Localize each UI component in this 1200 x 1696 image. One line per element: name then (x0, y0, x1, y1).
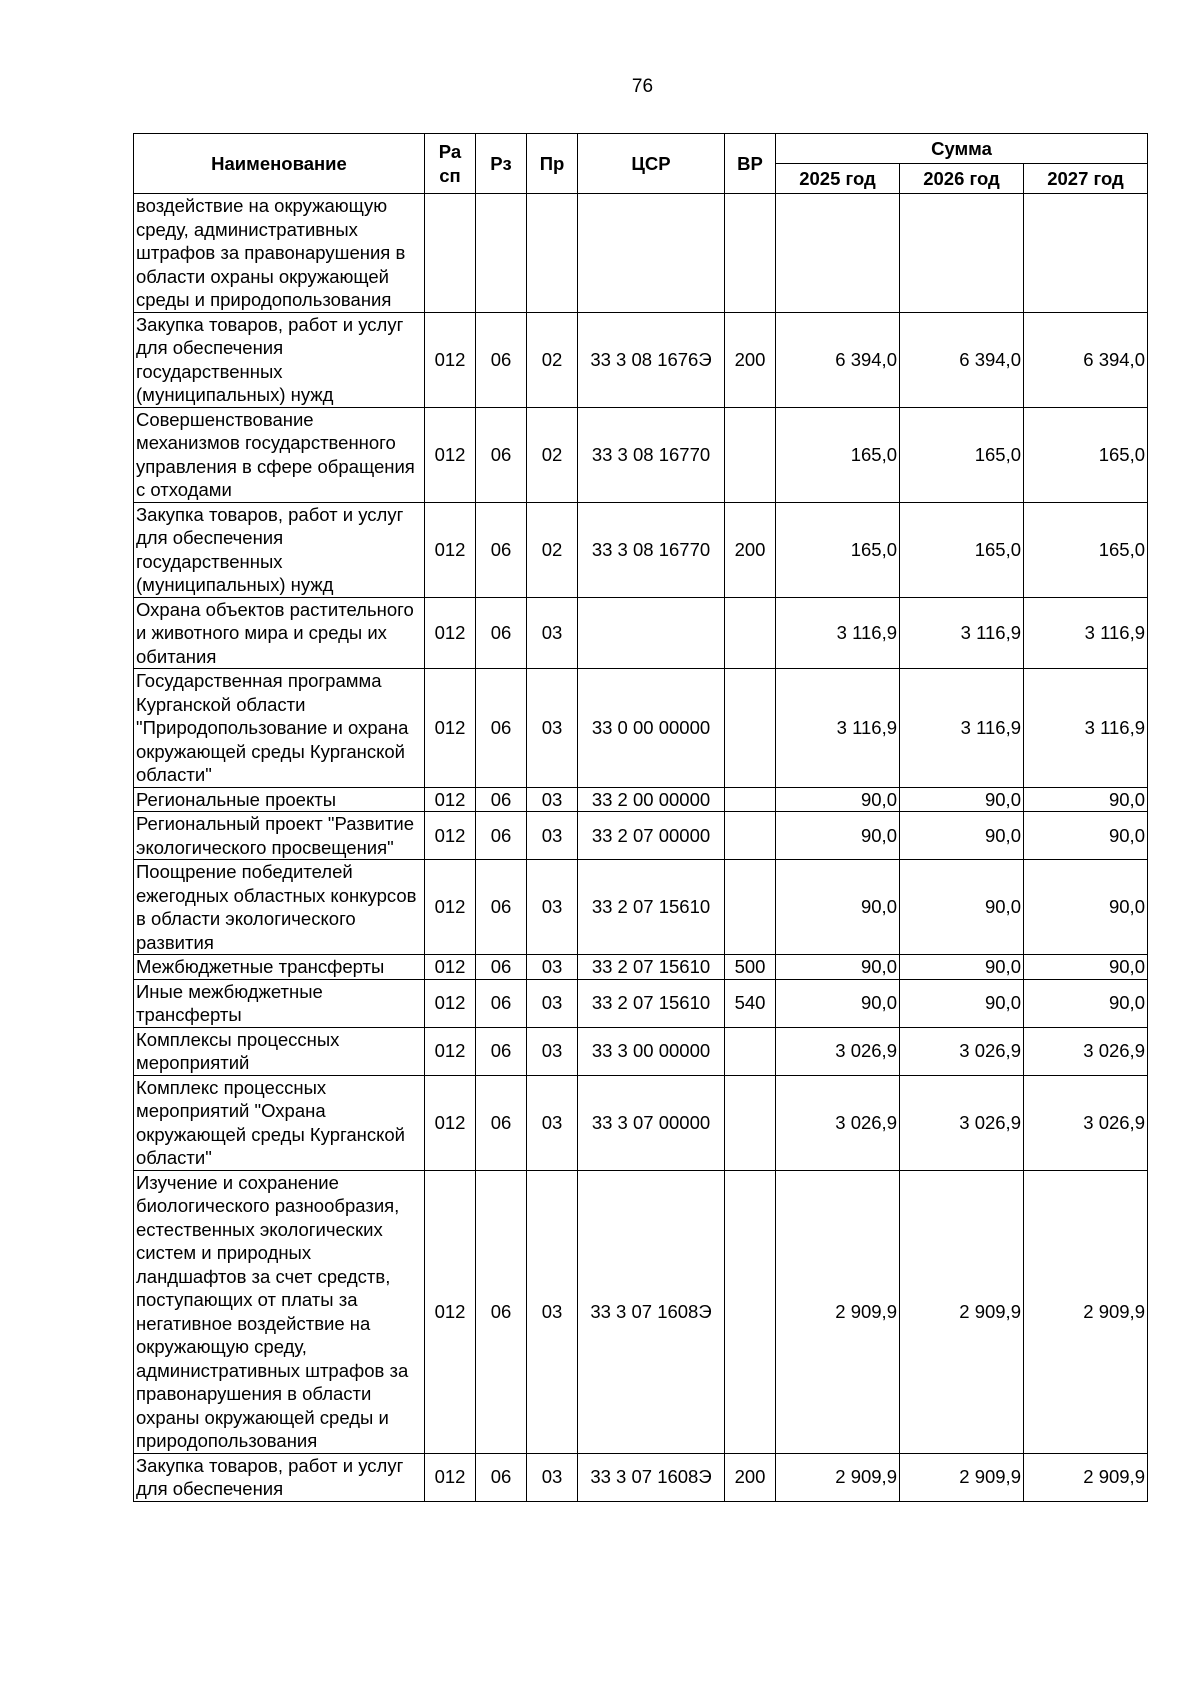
row-sum-2025: 165,0 (776, 502, 900, 597)
table-row (134, 407, 1148, 502)
row-pr: 03 (527, 979, 578, 1027)
budget-table (133, 133, 1148, 1502)
row-sum-2027: 3 026,9 (1024, 1027, 1148, 1075)
row-rz: 06 (476, 1075, 527, 1170)
row-csr: 33 2 07 15610 (578, 979, 725, 1027)
row-pr: 02 (527, 502, 578, 597)
row-rz: 06 (476, 979, 527, 1027)
row-rz: 06 (476, 407, 527, 502)
row-rasp: 012 (425, 955, 476, 980)
table-row (134, 194, 1148, 313)
row-sum-2025: 2 909,9 (776, 1170, 900, 1453)
row-rz: 06 (476, 312, 527, 407)
row-sum-2027: 6 394,0 (1024, 312, 1148, 407)
row-rasp: 012 (425, 1170, 476, 1453)
table-row (134, 1170, 1148, 1453)
row-pr: 02 (527, 407, 578, 502)
row-vr (725, 1075, 776, 1170)
row-sum-2025 (776, 194, 900, 313)
row-sum-2026: 90,0 (900, 955, 1024, 980)
row-sum-2027 (1024, 194, 1148, 313)
row-rasp (425, 194, 476, 313)
row-vr: 200 (725, 502, 776, 597)
row-sum-2026: 90,0 (900, 787, 1024, 812)
row-rasp: 012 (425, 1027, 476, 1075)
row-name: Поощрение победителей ежегодных областных конкурсов в области экологического развития (134, 860, 425, 955)
row-sum-2026 (900, 194, 1024, 313)
row-sum-2026: 90,0 (900, 979, 1024, 1027)
row-rasp: 012 (425, 860, 476, 955)
row-rasp: 012 (425, 312, 476, 407)
row-sum-2026: 3 026,9 (900, 1027, 1024, 1075)
row-csr: 33 3 07 00000 (578, 1075, 725, 1170)
row-sum-2027: 3 026,9 (1024, 1075, 1148, 1170)
row-sum-2026: 3 116,9 (900, 669, 1024, 788)
row-sum-2025: 3 026,9 (776, 1027, 900, 1075)
row-sum-2027: 3 116,9 (1024, 597, 1148, 669)
row-sum-2026: 165,0 (900, 502, 1024, 597)
row-name: Закупка товаров, работ и услуг для обеспечения государственных (муниципальных) нужд (134, 502, 425, 597)
header-pr: Пр (527, 134, 578, 194)
table-row (134, 1453, 1148, 1501)
row-sum-2025: 90,0 (776, 979, 900, 1027)
row-pr: 03 (527, 1027, 578, 1075)
row-name: Закупка товаров, работ и услуг для обеспечения государственных (муниципальных) нужд (134, 312, 425, 407)
row-pr: 03 (527, 1453, 578, 1501)
row-pr: 03 (527, 787, 578, 812)
row-vr (725, 407, 776, 502)
row-sum-2025: 6 394,0 (776, 312, 900, 407)
row-vr (725, 860, 776, 955)
row-name: Совершенствование механизмов государственного управления в сфере обращения с отходами (134, 407, 425, 502)
row-rasp: 012 (425, 669, 476, 788)
header-year-2025: 2025 год (776, 164, 900, 194)
row-pr: 02 (527, 312, 578, 407)
table-row (134, 979, 1148, 1027)
row-sum-2026: 165,0 (900, 407, 1024, 502)
row-pr: 03 (527, 955, 578, 980)
row-rz: 06 (476, 1170, 527, 1453)
row-rasp: 012 (425, 787, 476, 812)
row-csr: 33 0 00 00000 (578, 669, 725, 788)
row-vr (725, 812, 776, 860)
row-sum-2027: 165,0 (1024, 407, 1148, 502)
row-vr: 200 (725, 312, 776, 407)
row-rz: 06 (476, 787, 527, 812)
table-row (134, 1075, 1148, 1170)
table-row (134, 812, 1148, 860)
row-sum-2025: 90,0 (776, 955, 900, 980)
row-sum-2027: 2 909,9 (1024, 1170, 1148, 1453)
row-pr: 03 (527, 812, 578, 860)
header-vr: ВР (725, 134, 776, 194)
header-name: Наименование (134, 134, 425, 194)
row-csr: 33 3 00 00000 (578, 1027, 725, 1075)
row-name: Иные межбюджетные трансферты (134, 979, 425, 1027)
row-pr (527, 194, 578, 313)
row-rz: 06 (476, 1453, 527, 1501)
row-rasp: 012 (425, 1075, 476, 1170)
row-rz (476, 194, 527, 313)
row-name: Охрана объектов растительного и животного мира и среды их обитания (134, 597, 425, 669)
table-row (134, 955, 1148, 980)
row-name: Комплекс процессных мероприятий "Охрана окружающей среды Курганской области" (134, 1075, 425, 1170)
row-pr: 03 (527, 1075, 578, 1170)
row-sum-2026: 2 909,9 (900, 1170, 1024, 1453)
table-row (134, 597, 1148, 669)
table-row (134, 502, 1148, 597)
row-rasp: 012 (425, 812, 476, 860)
row-sum-2026: 3 116,9 (900, 597, 1024, 669)
row-sum-2025: 2 909,9 (776, 1453, 900, 1501)
header-year-2026: 2026 год (900, 164, 1024, 194)
row-sum-2025: 3 116,9 (776, 597, 900, 669)
row-sum-2027: 90,0 (1024, 979, 1148, 1027)
row-rasp: 012 (425, 407, 476, 502)
row-rasp: 012 (425, 1453, 476, 1501)
row-sum-2026: 2 909,9 (900, 1453, 1024, 1501)
header-sum: Сумма (776, 134, 1148, 164)
row-csr: 33 2 07 00000 (578, 812, 725, 860)
row-csr: 33 3 08 1676Э (578, 312, 725, 407)
row-rasp: 012 (425, 979, 476, 1027)
row-sum-2025: 3 026,9 (776, 1075, 900, 1170)
row-rz: 06 (476, 955, 527, 980)
row-sum-2026: 90,0 (900, 860, 1024, 955)
row-pr: 03 (527, 860, 578, 955)
row-sum-2027: 90,0 (1024, 955, 1148, 980)
header-rz: Рз (476, 134, 527, 194)
row-vr: 540 (725, 979, 776, 1027)
row-sum-2026: 90,0 (900, 812, 1024, 860)
row-sum-2025: 90,0 (776, 860, 900, 955)
row-pr: 03 (527, 669, 578, 788)
row-csr: 33 3 07 1608Э (578, 1170, 725, 1453)
row-rz: 06 (476, 669, 527, 788)
row-vr (725, 1170, 776, 1453)
row-sum-2025: 3 116,9 (776, 669, 900, 788)
row-rz: 06 (476, 597, 527, 669)
row-sum-2026: 3 026,9 (900, 1075, 1024, 1170)
row-rasp: 012 (425, 502, 476, 597)
row-name: Региональные проекты (134, 787, 425, 812)
row-rz: 06 (476, 812, 527, 860)
row-sum-2027: 90,0 (1024, 860, 1148, 955)
header-rasp: Ра сп (425, 134, 476, 194)
row-vr (725, 1027, 776, 1075)
row-name: Закупка товаров, работ и услуг для обеспечения (134, 1453, 425, 1501)
page-number: 76 (631, 76, 654, 97)
row-csr: 33 3 08 16770 (578, 502, 725, 597)
header-year-2027: 2027 год (1024, 164, 1148, 194)
row-sum-2025: 90,0 (776, 787, 900, 812)
table-row (134, 787, 1148, 812)
row-csr: 33 2 07 15610 (578, 860, 725, 955)
table-row (134, 669, 1148, 788)
row-sum-2027: 90,0 (1024, 787, 1148, 812)
table-row (134, 1027, 1148, 1075)
row-vr (725, 669, 776, 788)
row-csr: 33 2 07 15610 (578, 955, 725, 980)
row-name: Комплексы процессных мероприятий (134, 1027, 425, 1075)
row-name: Региональный проект "Развитие экологического просвещения" (134, 812, 425, 860)
row-sum-2027: 2 909,9 (1024, 1453, 1148, 1501)
row-name: воздействие на окружающую среду, административных штрафов за правонарушения в области охраны окружающей среды и природопользования (134, 194, 425, 313)
row-vr (725, 787, 776, 812)
table-row (134, 860, 1148, 955)
row-csr: 33 3 07 1608Э (578, 1453, 725, 1501)
row-csr (578, 597, 725, 669)
row-vr (725, 597, 776, 669)
row-vr: 500 (725, 955, 776, 980)
row-vr (725, 194, 776, 313)
row-rz: 06 (476, 860, 527, 955)
row-rasp: 012 (425, 597, 476, 669)
row-rz: 06 (476, 502, 527, 597)
row-sum-2026: 6 394,0 (900, 312, 1024, 407)
row-name: Государственная программа Курганской области "Природопользование и охрана окружающей среды Курганской области" (134, 669, 425, 788)
row-rz: 06 (476, 1027, 527, 1075)
row-pr: 03 (527, 1170, 578, 1453)
row-pr: 03 (527, 597, 578, 669)
row-sum-2027: 90,0 (1024, 812, 1148, 860)
row-csr: 33 2 00 00000 (578, 787, 725, 812)
row-name: Межбюджетные трансферты (134, 955, 425, 980)
row-sum-2025: 165,0 (776, 407, 900, 502)
table-row (134, 312, 1148, 407)
row-csr (578, 194, 725, 313)
row-sum-2027: 165,0 (1024, 502, 1148, 597)
row-sum-2025: 90,0 (776, 812, 900, 860)
row-csr: 33 3 08 16770 (578, 407, 725, 502)
row-vr: 200 (725, 1453, 776, 1501)
row-sum-2027: 3 116,9 (1024, 669, 1148, 788)
row-name: Изучение и сохранение биологического разнообразия, естественных экологических систем и природных ландшафтов за счет средств, поступающих от платы за негативное воздействие на окружающую среду, административных штрафов за правонарушения в области охраны окружающей среды и природопользования (134, 1170, 425, 1453)
header-csr: ЦСР (578, 134, 725, 194)
